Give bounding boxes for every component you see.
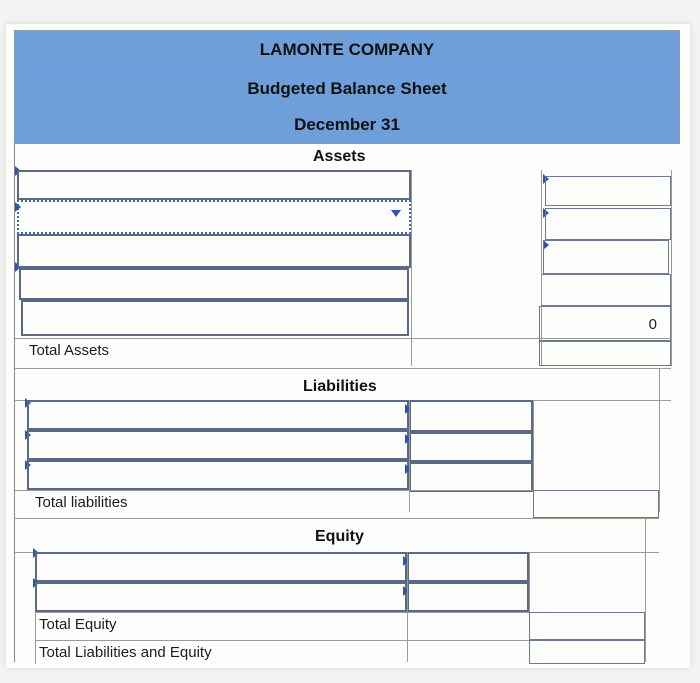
assets-section-label: Assets xyxy=(313,148,366,165)
liability-line-1-label[interactable] xyxy=(27,400,409,430)
total-assets-label: Total Assets xyxy=(29,342,110,359)
total-assets-value[interactable] xyxy=(539,340,671,366)
asset-account-select[interactable] xyxy=(17,200,411,234)
equity-line-1-amount[interactable] xyxy=(407,552,529,582)
equity-line-1-label[interactable] xyxy=(35,552,407,582)
liability-line-1-amount[interactable] xyxy=(409,400,533,432)
equity-line-2-amount[interactable] xyxy=(407,582,529,612)
asset-line-2-total[interactable] xyxy=(545,208,671,240)
asset-line-3-total[interactable] xyxy=(543,240,669,274)
row-marker-icon xyxy=(15,202,21,212)
liability-line-2-amount[interactable] xyxy=(409,432,533,462)
asset-line-1-label[interactable] xyxy=(17,170,411,200)
equity-line-2-label[interactable] xyxy=(35,582,407,612)
total-liabilities-value[interactable] xyxy=(533,490,659,518)
sheet-header xyxy=(14,30,680,144)
asset-line-4-label[interactable] xyxy=(19,268,409,300)
asset-line-3-label[interactable] xyxy=(17,234,411,268)
total-liabilities-label: Total liabilities xyxy=(35,494,128,511)
balance-sheet-table xyxy=(14,142,679,662)
total-equity-value[interactable] xyxy=(529,612,645,640)
statement-title: Budgeted Balance Sheet xyxy=(247,79,447,98)
statement-date: December 31 xyxy=(294,115,400,134)
asset-subtotal-value: 0 xyxy=(648,316,657,333)
asset-line-1-total[interactable] xyxy=(545,176,671,206)
liabilities-section-label: Liabilities xyxy=(303,378,377,395)
total-liabilities-equity-label: Total Liabilities and Equity xyxy=(39,644,212,661)
company-title: LAMONTE COMPANY xyxy=(259,40,435,59)
asset-line-5-label[interactable] xyxy=(21,300,409,336)
chevron-down-icon xyxy=(391,210,401,217)
balance-sheet-form xyxy=(6,24,690,668)
total-liabilities-equity-value[interactable] xyxy=(529,640,645,664)
asset-line-4-total[interactable] xyxy=(541,274,671,306)
liability-line-2-label[interactable] xyxy=(27,430,409,460)
liability-line-3-amount[interactable] xyxy=(409,462,533,492)
total-equity-label: Total Equity xyxy=(39,616,117,633)
equity-section-label: Equity xyxy=(315,528,364,545)
liability-line-3-label[interactable] xyxy=(27,460,409,490)
